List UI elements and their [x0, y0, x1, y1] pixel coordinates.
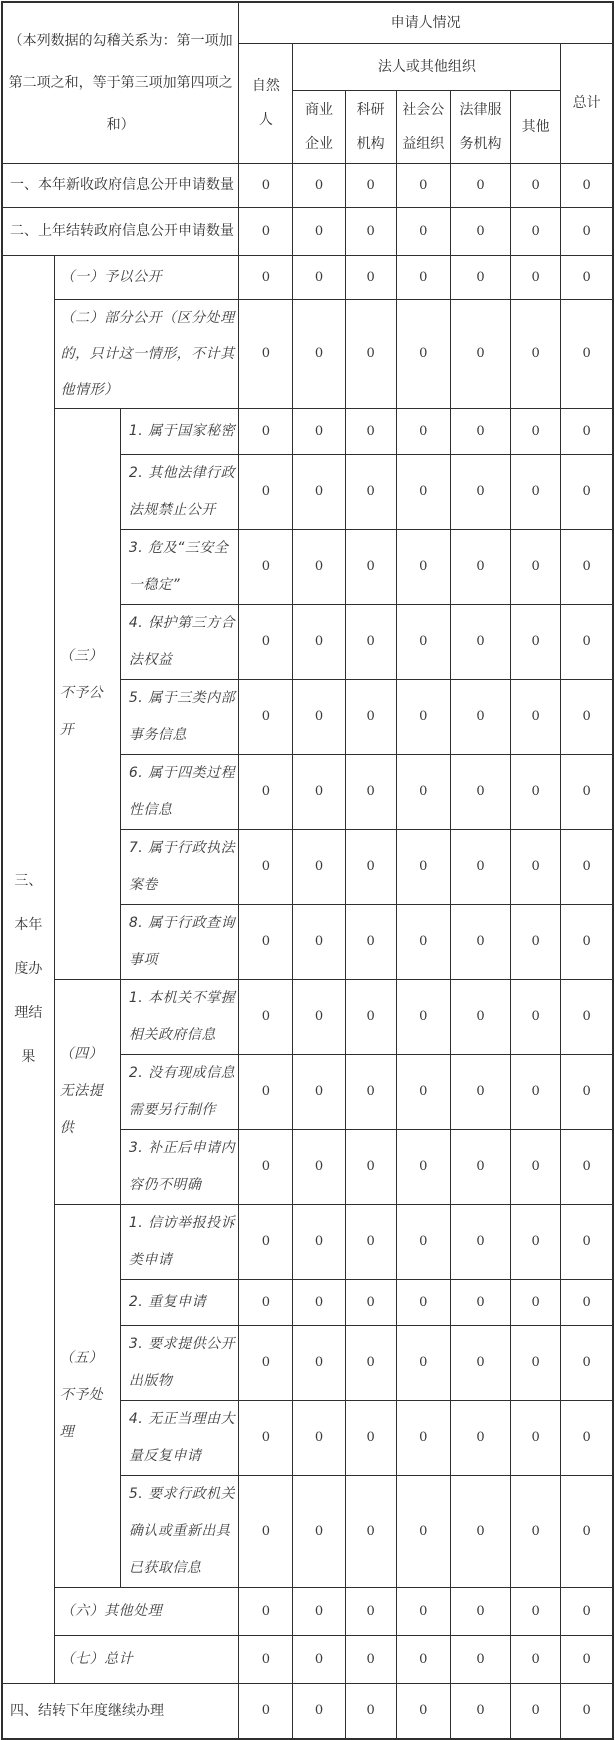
value-cell: 0 [450, 979, 510, 1054]
value-cell: 0 [450, 1400, 510, 1475]
value-cell: 0 [511, 1635, 561, 1683]
value-cell: 0 [450, 1325, 510, 1400]
group-label-not-processed: （五）不予处理 [54, 1204, 120, 1587]
value-cell: 0 [239, 529, 293, 604]
value-cell: 0 [293, 829, 345, 904]
row-label: 4. 无正当理由大量反复申请 [120, 1400, 238, 1475]
header-row-1 [2, 2, 613, 43]
row-label: 8. 属于行政查询事项 [120, 904, 238, 979]
value-cell: 0 [561, 207, 613, 255]
value-cell: 0 [345, 754, 396, 829]
value-cell: 0 [345, 1054, 396, 1129]
value-cell: 0 [293, 679, 345, 754]
row-label: 7. 属于行政执法案卷 [120, 829, 238, 904]
value-cell: 0 [561, 1054, 613, 1129]
value-cell: 0 [345, 979, 396, 1054]
value-cell: 0 [293, 408, 345, 454]
value-cell: 0 [239, 1204, 293, 1279]
value-cell: 0 [345, 679, 396, 754]
header-natural-person: 自然人 [239, 43, 293, 163]
value-cell: 0 [511, 299, 561, 408]
value-cell: 0 [293, 1635, 345, 1683]
value-cell: 0 [396, 1054, 450, 1129]
row-label: 一、本年新收政府信息公开申请数量 [2, 163, 239, 207]
value-cell: 0 [239, 1054, 293, 1129]
value-cell: 0 [511, 1475, 561, 1587]
value-cell: 0 [239, 829, 293, 904]
value-cell: 0 [396, 408, 450, 454]
value-cell: 0 [450, 454, 510, 529]
value-cell: 0 [511, 163, 561, 207]
value-cell: 0 [345, 255, 396, 299]
value-cell: 0 [345, 1475, 396, 1587]
value-cell: 0 [345, 1400, 396, 1475]
value-cell: 0 [561, 1635, 613, 1683]
value-cell: 0 [450, 299, 510, 408]
value-cell: 0 [239, 454, 293, 529]
value-cell: 0 [293, 163, 345, 207]
value-cell: 0 [345, 1279, 396, 1325]
value-cell: 0 [345, 1587, 396, 1635]
header-applicant-group: 申请人情况 [239, 2, 613, 43]
row-denied-1 [2, 408, 613, 454]
value-cell: 0 [396, 904, 450, 979]
value-cell: 0 [511, 1054, 561, 1129]
value-cell: 0 [561, 1587, 613, 1635]
value-cell: 0 [561, 1400, 613, 1475]
value-cell: 0 [396, 1325, 450, 1400]
row-subtotal [2, 1635, 613, 1683]
row-label: 1. 信访举报投诉类申请 [120, 1204, 238, 1279]
value-cell: 0 [239, 255, 293, 299]
value-cell: 0 [345, 207, 396, 255]
row-label: 1. 属于国家秘密 [120, 408, 238, 454]
value-cell: 0 [345, 529, 396, 604]
value-cell: 0 [239, 1475, 293, 1587]
row-notprocessed-1 [2, 1204, 613, 1279]
value-cell: 0 [450, 904, 510, 979]
value-cell: 0 [450, 408, 510, 454]
row-label: 3. 要求提供公开出版物 [120, 1325, 238, 1400]
value-cell: 0 [561, 904, 613, 979]
value-cell: 0 [293, 1475, 345, 1587]
row-partially-granted [2, 299, 613, 408]
value-cell: 0 [450, 1475, 510, 1587]
value-cell: 0 [511, 454, 561, 529]
value-cell: 0 [396, 679, 450, 754]
value-cell: 0 [239, 754, 293, 829]
row-label: （二）部分公开（区分处理的，只计这一情形，不计其他情形） [54, 299, 239, 408]
section-label-annual-results: 三、本年度办理结果 [2, 255, 54, 1683]
row-new-received [2, 163, 613, 207]
value-cell: 0 [511, 1279, 561, 1325]
value-cell: 0 [239, 1587, 293, 1635]
row-label: 6. 属于四类过程性信息 [120, 754, 238, 829]
value-cell: 0 [450, 1129, 510, 1204]
row-label: （七）总计 [54, 1635, 239, 1683]
row-label: 2. 重复申请 [120, 1279, 238, 1325]
value-cell: 0 [396, 1129, 450, 1204]
header-other: 其他 [511, 90, 561, 163]
value-cell: 0 [239, 1279, 293, 1325]
value-cell: 0 [239, 979, 293, 1054]
value-cell: 0 [293, 255, 345, 299]
value-cell: 0 [561, 979, 613, 1054]
value-cell: 0 [293, 529, 345, 604]
row-label: 2. 没有现成信息需要另行制作 [120, 1054, 238, 1129]
value-cell: 0 [293, 904, 345, 979]
value-cell: 0 [561, 1683, 613, 1739]
value-cell: 0 [396, 1475, 450, 1587]
value-cell: 0 [293, 1400, 345, 1475]
value-cell: 0 [396, 1635, 450, 1683]
row-label: 4. 保护第三方合法权益 [120, 604, 238, 679]
value-cell: 0 [450, 604, 510, 679]
value-cell: 0 [239, 1129, 293, 1204]
row-label: 3. 危及“三安全一稳定” [120, 529, 238, 604]
value-cell: 0 [239, 1325, 293, 1400]
value-cell: 0 [293, 454, 345, 529]
value-cell: 0 [561, 1475, 613, 1587]
value-cell: 0 [293, 1325, 345, 1400]
row-other-handling [2, 1587, 613, 1635]
value-cell: 0 [450, 163, 510, 207]
value-cell: 0 [450, 679, 510, 754]
value-cell: 0 [345, 408, 396, 454]
value-cell: 0 [293, 1204, 345, 1279]
value-cell: 0 [511, 1325, 561, 1400]
value-cell: 0 [396, 299, 450, 408]
value-cell: 0 [511, 1587, 561, 1635]
value-cell: 0 [239, 604, 293, 679]
row-label: 5. 属于三类内部事务信息 [120, 679, 238, 754]
value-cell: 0 [345, 1683, 396, 1739]
value-cell: 0 [511, 679, 561, 754]
value-cell: 0 [561, 1279, 613, 1325]
value-cell: 0 [239, 904, 293, 979]
value-cell: 0 [561, 1204, 613, 1279]
row-label: 2. 其他法律行政法规禁止公开 [120, 454, 238, 529]
value-cell: 0 [293, 1129, 345, 1204]
value-cell: 0 [511, 207, 561, 255]
value-cell: 0 [293, 604, 345, 679]
row-label: 四、结转下年度继续办理 [2, 1683, 239, 1739]
value-cell: 0 [511, 255, 561, 299]
value-cell: 0 [511, 1204, 561, 1279]
value-cell: 0 [293, 1054, 345, 1129]
value-cell: 0 [345, 454, 396, 529]
value-cell: 0 [511, 1129, 561, 1204]
value-cell: 0 [450, 529, 510, 604]
value-cell: 0 [450, 1204, 510, 1279]
value-cell: 0 [396, 163, 450, 207]
value-cell: 0 [511, 408, 561, 454]
value-cell: 0 [511, 904, 561, 979]
value-cell: 0 [293, 1587, 345, 1635]
value-cell: 0 [396, 1204, 450, 1279]
value-cell: 0 [293, 207, 345, 255]
value-cell: 0 [396, 255, 450, 299]
value-cell: 0 [345, 163, 396, 207]
row-carried-to-next [2, 1683, 613, 1739]
value-cell: 0 [561, 255, 613, 299]
row-granted [2, 255, 613, 299]
value-cell: 0 [293, 1279, 345, 1325]
value-cell: 0 [345, 1204, 396, 1279]
value-cell: 0 [345, 1635, 396, 1683]
value-cell: 0 [561, 679, 613, 754]
value-cell: 0 [450, 255, 510, 299]
value-cell: 0 [396, 979, 450, 1054]
value-cell: 0 [239, 408, 293, 454]
value-cell: 0 [561, 1129, 613, 1204]
disclosure-request-table [1, 1, 614, 1740]
value-cell: 0 [345, 604, 396, 679]
value-cell: 0 [239, 207, 293, 255]
value-cell: 0 [561, 604, 613, 679]
header-commercial-enterprise: 商业企业 [293, 90, 345, 163]
group-label-denied: （三）不予公开 [54, 408, 120, 979]
header-total: 总计 [561, 43, 613, 163]
header-research-institution: 科研机构 [345, 90, 396, 163]
value-cell: 0 [345, 1325, 396, 1400]
value-cell: 0 [561, 829, 613, 904]
row-unable-1 [2, 979, 613, 1054]
value-cell: 0 [239, 1635, 293, 1683]
value-cell: 0 [345, 829, 396, 904]
value-cell: 0 [345, 299, 396, 408]
value-cell: 0 [561, 1325, 613, 1400]
header-public-welfare-org: 社会公益组织 [396, 90, 450, 163]
row-label: （一）予以公开 [54, 255, 239, 299]
value-cell: 0 [345, 1129, 396, 1204]
value-cell: 0 [396, 1683, 450, 1739]
value-cell: 0 [561, 754, 613, 829]
value-cell: 0 [293, 299, 345, 408]
value-cell: 0 [511, 979, 561, 1054]
row-label: 3. 补正后申请内容仍不明确 [120, 1129, 238, 1204]
row-label: （六）其他处理 [54, 1587, 239, 1635]
value-cell: 0 [396, 754, 450, 829]
value-cell: 0 [293, 979, 345, 1054]
value-cell: 0 [450, 207, 510, 255]
value-cell: 0 [345, 904, 396, 979]
row-label: 1. 本机关不掌握相关政府信息 [120, 979, 238, 1054]
value-cell: 0 [561, 163, 613, 207]
value-cell: 0 [239, 1683, 293, 1739]
value-cell: 0 [239, 1400, 293, 1475]
value-cell: 0 [450, 1279, 510, 1325]
value-cell: 0 [561, 529, 613, 604]
value-cell: 0 [511, 754, 561, 829]
value-cell: 0 [239, 299, 293, 408]
value-cell: 0 [561, 299, 613, 408]
reconciliation-note: （本列数据的勾稽关系为：第一项加第二项之和，等于第三项加第四项之和） [2, 2, 239, 163]
header-legal-entity-group: 法人或其他组织 [293, 43, 561, 90]
value-cell: 0 [396, 207, 450, 255]
value-cell: 0 [293, 754, 345, 829]
header-legal-service-org: 法律服务机构 [450, 90, 510, 163]
value-cell: 0 [396, 604, 450, 679]
value-cell: 0 [450, 1054, 510, 1129]
value-cell: 0 [511, 1400, 561, 1475]
value-cell: 0 [511, 829, 561, 904]
value-cell: 0 [239, 163, 293, 207]
value-cell: 0 [396, 1587, 450, 1635]
value-cell: 0 [396, 529, 450, 604]
value-cell: 0 [293, 1683, 345, 1739]
group-label-unable-to-provide: （四）无法提供 [54, 979, 120, 1204]
value-cell: 0 [511, 529, 561, 604]
row-carried-from-prev [2, 207, 613, 255]
value-cell: 0 [511, 604, 561, 679]
value-cell: 0 [396, 454, 450, 529]
value-cell: 0 [396, 829, 450, 904]
value-cell: 0 [450, 1635, 510, 1683]
value-cell: 0 [450, 754, 510, 829]
value-cell: 0 [450, 1587, 510, 1635]
value-cell: 0 [239, 679, 293, 754]
row-label: 二、上年结转政府信息公开申请数量 [2, 207, 239, 255]
value-cell: 0 [450, 1683, 510, 1739]
row-label: 5. 要求行政机关确认或重新出具已获取信息 [120, 1475, 238, 1587]
value-cell: 0 [450, 829, 510, 904]
value-cell: 0 [396, 1400, 450, 1475]
value-cell: 0 [396, 1279, 450, 1325]
value-cell: 0 [511, 1683, 561, 1739]
value-cell: 0 [561, 454, 613, 529]
value-cell: 0 [561, 408, 613, 454]
